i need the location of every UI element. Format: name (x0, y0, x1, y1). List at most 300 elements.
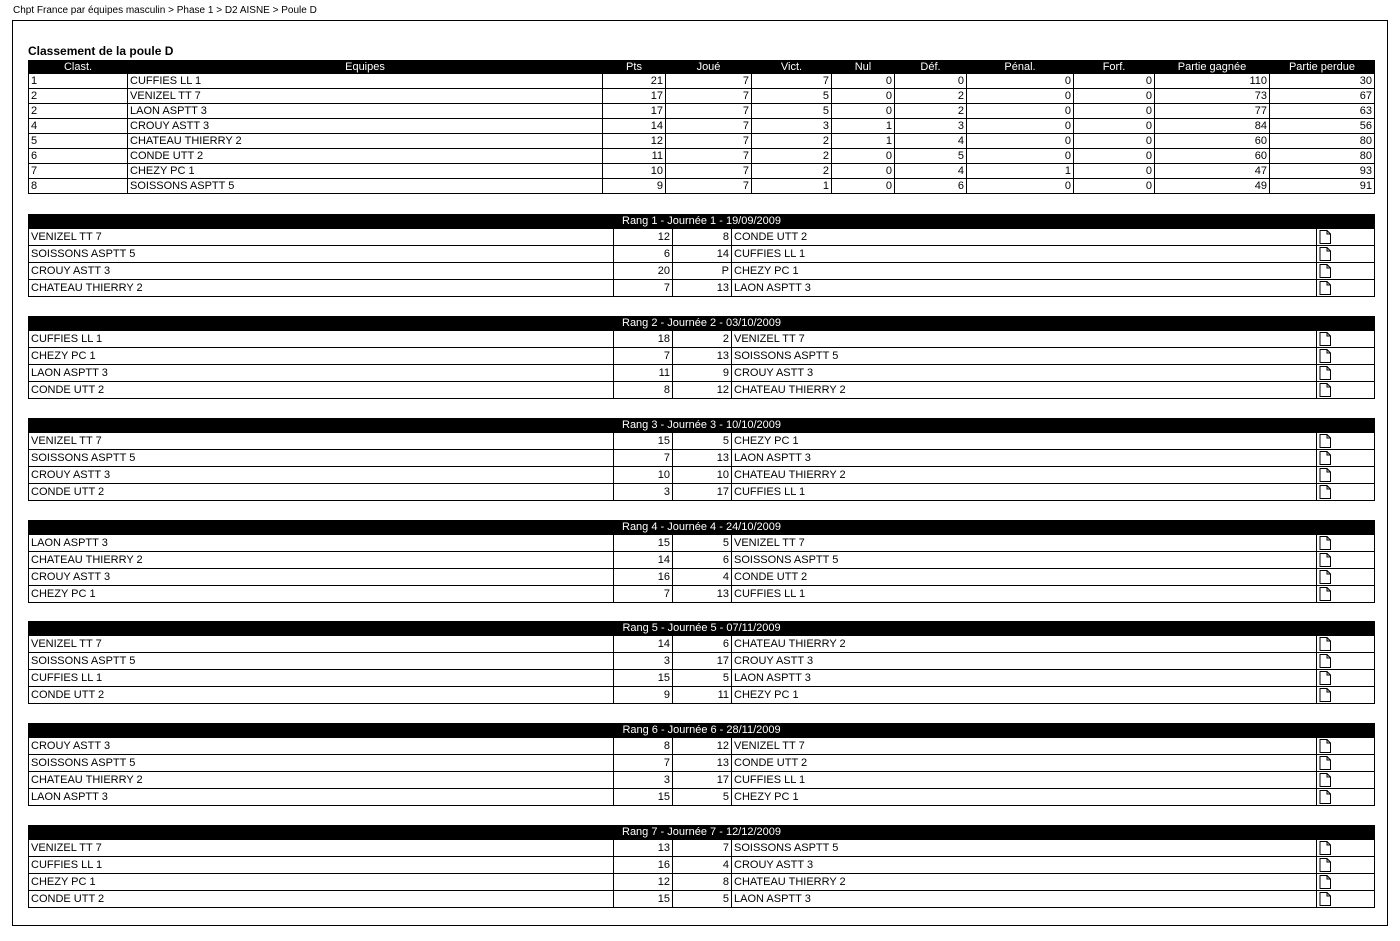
losses-cell: 2 (895, 104, 967, 119)
draws-cell: 0 (832, 149, 895, 164)
match-row (29, 450, 1375, 467)
document-icon[interactable] (1317, 858, 1374, 872)
match-row (29, 687, 1375, 704)
away-team: CHATEAU THIERRY 2 (732, 382, 1317, 399)
breadcrumb-separator: > (168, 5, 174, 16)
match-sheet-cell (1317, 280, 1375, 297)
home-team: CROUY ASTT 3 (29, 738, 614, 755)
penalty-cell: 0 (967, 89, 1074, 104)
home-team: CUFFIES LL 1 (29, 670, 614, 687)
match-row (29, 535, 1375, 552)
match-row (29, 653, 1375, 670)
match-sheet-cell (1317, 246, 1375, 263)
round-header-row (29, 622, 1375, 636)
wins-cell: 2 (752, 134, 832, 149)
match-row (29, 738, 1375, 755)
round-table (28, 723, 1375, 806)
games-lost-cell: 93 (1270, 164, 1375, 179)
match-row (29, 348, 1375, 365)
games-won-cell: 77 (1155, 104, 1270, 119)
match-sheet-cell (1317, 569, 1375, 586)
match-sheet-cell (1317, 670, 1375, 687)
away-team: LAON ASPTT 3 (732, 450, 1317, 467)
document-icon[interactable] (1317, 587, 1374, 601)
points-cell: 12 (603, 134, 666, 149)
match-row (29, 263, 1375, 280)
away-team: VENIZEL TT 7 (732, 331, 1317, 348)
away-score: 17 (673, 484, 732, 501)
home-score: 16 (614, 857, 673, 874)
document-icon[interactable] (1317, 536, 1374, 550)
document-icon[interactable] (1317, 332, 1374, 346)
played-cell: 7 (666, 179, 752, 194)
penalty-cell: 0 (967, 149, 1074, 164)
document-icon[interactable] (1317, 671, 1374, 685)
match-sheet-cell (1317, 382, 1375, 399)
team-name-cell: CUFFIES LL 1 (128, 74, 603, 89)
match-sheet-cell (1317, 552, 1375, 569)
ranking-table (28, 60, 1375, 194)
team-name-cell: CROUY ASTT 3 (128, 119, 603, 134)
played-cell: 7 (666, 74, 752, 89)
round-table (28, 316, 1375, 399)
away-score: 17 (673, 772, 732, 789)
home-team: VENIZEL TT 7 (29, 636, 614, 653)
match-row (29, 891, 1375, 908)
games-lost-cell: 91 (1270, 179, 1375, 194)
home-score: 12 (614, 229, 673, 246)
match-sheet-cell (1317, 263, 1375, 280)
forfeit-cell: 0 (1074, 74, 1155, 89)
penalty-cell: 0 (967, 74, 1074, 89)
round-header-row (29, 215, 1375, 229)
home-team: CHATEAU THIERRY 2 (29, 552, 614, 569)
forfeit-cell: 0 (1074, 164, 1155, 179)
games-won-cell: 49 (1155, 179, 1270, 194)
away-team: CHEZY PC 1 (732, 433, 1317, 450)
home-team: CUFFIES LL 1 (29, 331, 614, 348)
games-won-cell: 110 (1155, 74, 1270, 89)
document-icon[interactable] (1317, 570, 1374, 584)
away-score: 5 (673, 891, 732, 908)
points-cell: 9 (603, 179, 666, 194)
match-row (29, 874, 1375, 891)
games-won-cell: 60 (1155, 134, 1270, 149)
home-score: 3 (614, 772, 673, 789)
document-icon[interactable] (1317, 875, 1374, 889)
points-cell: 11 (603, 149, 666, 164)
document-icon[interactable] (1317, 688, 1374, 702)
header-penal: Pénal. (967, 61, 1074, 74)
games-won-cell: 47 (1155, 164, 1270, 179)
away-team: CUFFIES LL 1 (732, 484, 1317, 501)
home-team: LAON ASPTT 3 (29, 365, 614, 382)
ranking-header-row (29, 61, 1375, 74)
rank-cell: 1 (29, 74, 128, 89)
round-table (28, 418, 1375, 501)
games-lost-cell: 67 (1270, 89, 1375, 104)
wins-cell: 2 (752, 164, 832, 179)
draws-cell: 0 (832, 164, 895, 179)
document-icon[interactable] (1317, 756, 1374, 770)
match-row (29, 467, 1375, 484)
away-score: 8 (673, 229, 732, 246)
draws-cell: 1 (832, 134, 895, 149)
match-row (29, 382, 1375, 399)
home-score: 18 (614, 331, 673, 348)
home-score: 11 (614, 365, 673, 382)
away-team: LAON ASPTT 3 (732, 891, 1317, 908)
away-team: CONDE UTT 2 (732, 569, 1317, 586)
home-score: 7 (614, 586, 673, 603)
match-sheet-cell (1317, 738, 1375, 755)
round-header-row (29, 419, 1375, 433)
draws-cell: 0 (832, 74, 895, 89)
rank-cell: 4 (29, 119, 128, 134)
points-cell: 17 (603, 89, 666, 104)
away-score: 13 (673, 348, 732, 365)
home-team: CONDE UTT 2 (29, 382, 614, 399)
round-table (28, 520, 1375, 603)
home-score: 9 (614, 687, 673, 704)
home-score: 3 (614, 653, 673, 670)
round-title: Rang 2 - Journée 2 - 03/10/2009 (29, 317, 1375, 331)
match-sheet-cell (1317, 586, 1375, 603)
rank-cell: 2 (29, 89, 128, 104)
home-team: SOISSONS ASPTT 5 (29, 450, 614, 467)
round-title: Rang 4 - Journée 4 - 24/10/2009 (29, 521, 1375, 535)
match-row (29, 569, 1375, 586)
away-score: 5 (673, 433, 732, 450)
points-cell: 10 (603, 164, 666, 179)
breadcrumb-separator: > (272, 5, 279, 16)
home-team: CONDE UTT 2 (29, 891, 614, 908)
wins-cell: 3 (752, 119, 832, 134)
losses-cell: 3 (895, 119, 967, 134)
home-score: 7 (614, 450, 673, 467)
home-team: CROUY ASTT 3 (29, 263, 614, 280)
home-team: VENIZEL TT 7 (29, 229, 614, 246)
games-won-cell: 73 (1155, 89, 1270, 104)
document-icon[interactable] (1317, 790, 1374, 804)
away-score: 6 (673, 636, 732, 653)
ranking-row (29, 134, 1375, 149)
team-name-cell: VENIZEL TT 7 (128, 89, 603, 104)
match-row (29, 840, 1375, 857)
match-row (29, 586, 1375, 603)
games-lost-cell: 63 (1270, 104, 1375, 119)
away-team: CHATEAU THIERRY 2 (732, 874, 1317, 891)
header-partie-perdue: Partie perdue (1270, 61, 1375, 74)
wins-cell: 2 (752, 149, 832, 164)
header-clast: Clast. (29, 61, 128, 74)
away-score: 13 (673, 450, 732, 467)
losses-cell: 2 (895, 89, 967, 104)
match-sheet-cell (1317, 348, 1375, 365)
away-score: 10 (673, 467, 732, 484)
forfeit-cell: 0 (1074, 89, 1155, 104)
document-icon[interactable] (1317, 366, 1374, 380)
losses-cell: 5 (895, 149, 967, 164)
team-name-cell: SOISSONS ASPTT 5 (128, 179, 603, 194)
match-row (29, 789, 1375, 806)
home-score: 6 (614, 246, 673, 263)
home-score: 20 (614, 263, 673, 280)
breadcrumb-item-phase[interactable]: Phase 1 (176, 5, 214, 16)
document-icon[interactable] (1317, 485, 1374, 499)
match-sheet-cell (1317, 450, 1375, 467)
round-header-row (29, 317, 1375, 331)
away-team: CONDE UTT 2 (732, 229, 1317, 246)
match-row (29, 246, 1375, 263)
match-row (29, 755, 1375, 772)
match-sheet-cell (1317, 891, 1375, 908)
away-score: 7 (673, 840, 732, 857)
round-title: Rang 3 - Journée 3 - 10/10/2009 (29, 419, 1375, 433)
away-team: LAON ASPTT 3 (732, 670, 1317, 687)
match-sheet-cell (1317, 772, 1375, 789)
games-won-cell: 60 (1155, 149, 1270, 164)
header-forf: Forf. (1074, 61, 1155, 74)
away-team: CROUY ASTT 3 (732, 653, 1317, 670)
header-equipes: Equipes (128, 61, 603, 74)
header-vict: Vict. (752, 61, 832, 74)
penalty-cell: 0 (967, 119, 1074, 134)
home-score: 7 (614, 280, 673, 297)
match-sheet-cell (1317, 636, 1375, 653)
wins-cell: 1 (752, 179, 832, 194)
match-row (29, 552, 1375, 569)
home-score: 14 (614, 552, 673, 569)
rank-cell: 2 (29, 104, 128, 119)
away-team: VENIZEL TT 7 (732, 535, 1317, 552)
document-icon[interactable] (1317, 434, 1374, 448)
document-icon[interactable] (1317, 739, 1374, 753)
away-score: 14 (673, 246, 732, 263)
document-icon[interactable] (1317, 773, 1374, 787)
document-icon[interactable] (1317, 637, 1374, 651)
document-icon[interactable] (1317, 281, 1374, 295)
away-team: SOISSONS ASPTT 5 (732, 840, 1317, 857)
away-score: 5 (673, 789, 732, 806)
home-score: 15 (614, 535, 673, 552)
games-lost-cell: 56 (1270, 119, 1375, 134)
draws-cell: 0 (832, 89, 895, 104)
team-name-cell: CHATEAU THIERRY 2 (128, 134, 603, 149)
match-sheet-cell (1317, 229, 1375, 246)
home-score: 15 (614, 789, 673, 806)
points-cell: 21 (603, 74, 666, 89)
document-icon[interactable] (1317, 247, 1374, 261)
match-sheet-cell (1317, 874, 1375, 891)
round-title: Rang 5 - Journée 5 - 07/11/2009 (29, 622, 1375, 636)
forfeit-cell: 0 (1074, 119, 1155, 134)
match-sheet-cell (1317, 535, 1375, 552)
forfeit-cell: 0 (1074, 104, 1155, 119)
games-lost-cell: 80 (1270, 149, 1375, 164)
forfeit-cell: 0 (1074, 149, 1155, 164)
away-score: 13 (673, 586, 732, 603)
document-icon[interactable] (1317, 892, 1374, 906)
ranking-row (29, 74, 1375, 89)
away-team: CONDE UTT 2 (732, 755, 1317, 772)
home-score: 16 (614, 569, 673, 586)
points-cell: 14 (603, 119, 666, 134)
home-team: CROUY ASTT 3 (29, 569, 614, 586)
match-row (29, 636, 1375, 653)
ranking-row (29, 164, 1375, 179)
breadcrumb-item-division[interactable]: D2 AISNE (224, 5, 270, 16)
document-icon[interactable] (1317, 230, 1374, 244)
away-score: P (673, 263, 732, 280)
home-score: 15 (614, 670, 673, 687)
document-icon[interactable] (1317, 451, 1374, 465)
match-row (29, 280, 1375, 297)
home-team: SOISSONS ASPTT 5 (29, 755, 614, 772)
home-team: LAON ASPTT 3 (29, 535, 614, 552)
home-score: 7 (614, 348, 673, 365)
header-nul: Nul (832, 61, 895, 74)
match-row (29, 484, 1375, 501)
document-icon[interactable] (1317, 383, 1374, 397)
losses-cell: 4 (895, 134, 967, 149)
document-icon[interactable] (1317, 468, 1374, 482)
round-title: Rang 6 - Journée 6 - 28/11/2009 (29, 724, 1375, 738)
away-team: LAON ASPTT 3 (732, 280, 1317, 297)
home-score: 8 (614, 382, 673, 399)
away-team: CROUY ASTT 3 (732, 365, 1317, 382)
away-score: 4 (673, 857, 732, 874)
breadcrumb-item-pool[interactable]: Poule D (281, 5, 317, 16)
points-cell: 17 (603, 104, 666, 119)
away-team: CROUY ASTT 3 (732, 857, 1317, 874)
played-cell: 7 (666, 134, 752, 149)
away-team: CUFFIES LL 1 (732, 246, 1317, 263)
home-score: 8 (614, 738, 673, 755)
match-sheet-cell (1317, 755, 1375, 772)
penalty-cell: 1 (967, 164, 1074, 179)
away-team: CHEZY PC 1 (732, 789, 1317, 806)
document-icon[interactable] (1317, 349, 1374, 363)
match-row (29, 857, 1375, 874)
penalty-cell: 0 (967, 134, 1074, 149)
breadcrumb-item-championship[interactable]: Chpt France par équipes masculin (13, 5, 166, 16)
away-team: CHATEAU THIERRY 2 (732, 467, 1317, 484)
match-row (29, 670, 1375, 687)
round-table (28, 621, 1375, 704)
team-name-cell: CONDE UTT 2 (128, 149, 603, 164)
played-cell: 7 (666, 149, 752, 164)
away-team: SOISSONS ASPTT 5 (732, 348, 1317, 365)
away-team: CUFFIES LL 1 (732, 772, 1317, 789)
home-team: CONDE UTT 2 (29, 484, 614, 501)
away-team: CHEZY PC 1 (732, 263, 1317, 280)
away-score: 9 (673, 365, 732, 382)
document-icon[interactable] (1317, 264, 1374, 278)
wins-cell: 5 (752, 89, 832, 104)
header-partie-gagnee: Partie gagnée (1155, 61, 1270, 74)
header-def: Déf. (895, 61, 967, 74)
home-team: CHEZY PC 1 (29, 586, 614, 603)
home-score: 10 (614, 467, 673, 484)
home-score: 12 (614, 874, 673, 891)
ranking-row (29, 119, 1375, 134)
games-lost-cell: 80 (1270, 134, 1375, 149)
wins-cell: 7 (752, 74, 832, 89)
document-icon[interactable] (1317, 553, 1374, 567)
home-team: CHATEAU THIERRY 2 (29, 280, 614, 297)
home-team: CONDE UTT 2 (29, 687, 614, 704)
home-team: VENIZEL TT 7 (29, 840, 614, 857)
ranking-row (29, 89, 1375, 104)
away-team: SOISSONS ASPTT 5 (732, 552, 1317, 569)
played-cell: 7 (666, 164, 752, 179)
rank-cell: 8 (29, 179, 128, 194)
home-team: CROUY ASTT 3 (29, 467, 614, 484)
breadcrumb (13, 5, 317, 16)
match-sheet-cell (1317, 653, 1375, 670)
away-score: 11 (673, 687, 732, 704)
ranking-title: Classement de la poule D (28, 44, 174, 58)
draws-cell: 1 (832, 119, 895, 134)
match-sheet-cell (1317, 484, 1375, 501)
home-team: SOISSONS ASPTT 5 (29, 653, 614, 670)
match-sheet-cell (1317, 331, 1375, 348)
home-score: 14 (614, 636, 673, 653)
away-team: CHEZY PC 1 (732, 687, 1317, 704)
ranking-row (29, 104, 1375, 119)
draws-cell: 0 (832, 179, 895, 194)
home-score: 15 (614, 433, 673, 450)
match-sheet-cell (1317, 789, 1375, 806)
team-name-cell: CHEZY PC 1 (128, 164, 603, 179)
round-table (28, 825, 1375, 908)
home-score: 7 (614, 755, 673, 772)
home-score: 3 (614, 484, 673, 501)
away-score: 5 (673, 670, 732, 687)
match-sheet-cell (1317, 467, 1375, 484)
away-score: 6 (673, 552, 732, 569)
match-sheet-cell (1317, 687, 1375, 704)
home-team: CHEZY PC 1 (29, 348, 614, 365)
round-header-row (29, 826, 1375, 840)
header-pts: Pts (603, 61, 666, 74)
home-team: CHATEAU THIERRY 2 (29, 772, 614, 789)
home-team: CUFFIES LL 1 (29, 857, 614, 874)
away-team: VENIZEL TT 7 (732, 738, 1317, 755)
match-row (29, 433, 1375, 450)
away-score: 13 (673, 280, 732, 297)
played-cell: 7 (666, 119, 752, 134)
away-score: 4 (673, 569, 732, 586)
round-table (28, 214, 1375, 297)
match-sheet-cell (1317, 365, 1375, 382)
ranking-row (29, 149, 1375, 164)
document-icon[interactable] (1317, 841, 1374, 855)
home-team: VENIZEL TT 7 (29, 433, 614, 450)
document-icon[interactable] (1317, 654, 1374, 668)
away-score: 12 (673, 382, 732, 399)
away-score: 2 (673, 331, 732, 348)
forfeit-cell: 0 (1074, 179, 1155, 194)
breadcrumb-separator: > (216, 5, 223, 16)
header-joue: Joué (666, 61, 752, 74)
penalty-cell: 0 (967, 179, 1074, 194)
team-name-cell: LAON ASPTT 3 (128, 104, 603, 119)
home-team: SOISSONS ASPTT 5 (29, 246, 614, 263)
ranking-row (29, 179, 1375, 194)
away-score: 8 (673, 874, 732, 891)
